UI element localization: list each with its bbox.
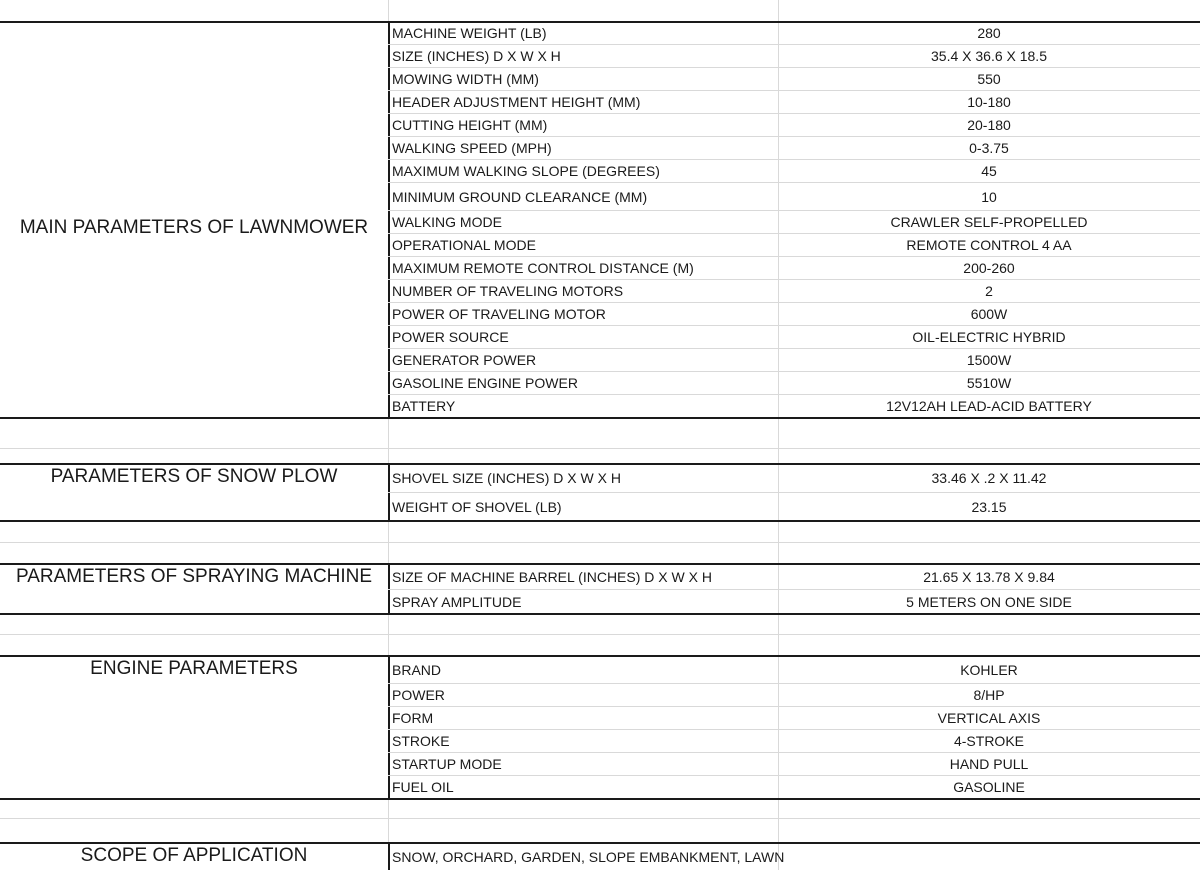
section-title: PARAMETERS OF SNOW PLOW — [50, 466, 338, 487]
row-gridline — [0, 542, 1200, 543]
spec-label: STROKE — [392, 733, 450, 749]
spec-row — [0, 707, 1200, 730]
section-divider — [388, 843, 390, 870]
section-title: ENGINE PARAMETERS — [90, 658, 298, 679]
spec-row — [0, 91, 1200, 114]
spec-row — [0, 68, 1200, 91]
spec-row — [0, 160, 1200, 183]
spec-row — [0, 183, 1200, 211]
spec-label: SIZE OF MACHINE BARREL (INCHES) D X W X H — [392, 568, 712, 585]
spec-value: 1500W — [966, 352, 1012, 368]
spec-row — [0, 137, 1200, 160]
spec-value: GASOLINE — [953, 779, 1025, 795]
spec-row — [0, 730, 1200, 753]
spec-value: 35.4 X 36.6 X 18.5 — [931, 48, 1047, 64]
spec-row — [0, 776, 1200, 799]
spec-label: POWER SOURCE — [392, 329, 509, 345]
spec-row — [0, 753, 1200, 776]
section-title: SCOPE OF APPLICATION — [80, 845, 308, 866]
spec-label: SIZE (INCHES) D X W X H — [392, 48, 561, 64]
spec-value: 45 — [981, 163, 997, 179]
spec-label: MACHINE WEIGHT (LB) — [392, 25, 547, 41]
row-gridline — [0, 818, 1200, 819]
spec-label: GASOLINE ENGINE POWER — [392, 375, 578, 391]
spec-label: HEADER ADJUSTMENT HEIGHT (MM) — [392, 94, 641, 110]
spec-value: OIL-ELECTRIC HYBRID — [912, 329, 1066, 345]
row-gridline — [0, 634, 1200, 635]
section-title: MAIN PARAMETERS OF LAWNMOWER — [19, 217, 369, 238]
section-title: PARAMETERS OF SPRAYING MACHINE — [15, 566, 373, 587]
spec-row — [0, 114, 1200, 137]
spec-row — [0, 45, 1200, 68]
spec-row — [0, 464, 1200, 493]
spec-row — [0, 564, 1200, 590]
spec-value: 200-260 — [963, 260, 1015, 276]
spec-value: 5510W — [966, 375, 1012, 391]
spec-value: CRAWLER SELF-PROPELLED — [890, 214, 1088, 230]
spec-label: SPRAY AMPLITUDE — [392, 593, 522, 610]
spec-label: POWER OF TRAVELING MOTOR — [392, 306, 606, 322]
spec-value: 8/HP — [973, 687, 1005, 703]
scope-value: SNOW, ORCHARD, GARDEN, SLOPE EMBANKMENT, LAWN — [392, 849, 785, 865]
spec-value: VERTICAL AXIS — [937, 710, 1041, 726]
spec-value: REMOTE CONTROL 4 AA — [906, 237, 1072, 253]
spec-label: BRAND — [392, 661, 442, 678]
spec-row — [0, 349, 1200, 372]
spec-row — [0, 257, 1200, 280]
spec-value: 20-180 — [967, 117, 1011, 133]
spec-row — [0, 493, 1200, 521]
spec-value: 600W — [970, 306, 1008, 322]
spec-label: WEIGHT OF SHOVEL (LB) — [392, 498, 562, 515]
spec-label: MAXIMUM WALKING SLOPE (DEGREES) — [392, 163, 660, 179]
spec-row — [0, 395, 1200, 418]
spec-label: BATTERY — [392, 398, 456, 414]
spec-row — [0, 590, 1200, 614]
spec-row — [0, 303, 1200, 326]
spec-label: OPERATIONAL MODE — [392, 237, 536, 253]
spec-value: HAND PULL — [949, 756, 1029, 772]
spec-label: NUMBER OF TRAVELING MOTORS — [392, 283, 624, 299]
spec-label: POWER — [392, 687, 445, 703]
spec-value: 2 — [985, 283, 993, 299]
spec-row — [0, 234, 1200, 257]
spec-row — [0, 684, 1200, 707]
spec-row — [0, 656, 1200, 684]
spec-value: 33.46 X .2 X 11.42 — [931, 470, 1047, 486]
row-gridline — [0, 448, 1200, 449]
spec-label: CUTTING HEIGHT (MM) — [392, 117, 548, 133]
spec-value: 21.65 X 13.78 X 9.84 — [923, 568, 1055, 585]
spec-label: MOWING WIDTH (MM) — [392, 71, 539, 87]
spec-value: 23.15 — [971, 498, 1007, 515]
spec-label: STARTUP MODE — [392, 756, 502, 772]
section-top-border — [0, 842, 1200, 844]
spec-label: WALKING MODE — [392, 214, 502, 230]
spec-label: SHOVEL SIZE (INCHES) D X W X H — [392, 470, 621, 486]
spec-value: 550 — [977, 71, 1001, 87]
spec-value: 0-3.75 — [969, 140, 1009, 156]
spec-row — [0, 22, 1200, 45]
spec-row — [0, 211, 1200, 234]
spec-label: FUEL OIL — [392, 779, 454, 795]
spec-value: 280 — [977, 25, 1001, 41]
spec-row — [0, 280, 1200, 303]
spec-value: KOHLER — [960, 661, 1018, 678]
spec-value: 10 — [981, 188, 997, 205]
spec-label: MAXIMUM REMOTE CONTROL DISTANCE (M) — [392, 260, 694, 276]
spec-value: 10-180 — [967, 94, 1011, 110]
spec-value: 4-STROKE — [953, 733, 1024, 749]
spec-value: 12V12AH LEAD-ACID BATTERY — [886, 398, 1092, 414]
spec-value: 5 METERS ON ONE SIDE — [906, 593, 1072, 610]
spec-label: FORM — [392, 710, 434, 726]
spec-label: GENERATOR POWER — [392, 352, 537, 368]
spec-row — [0, 372, 1200, 395]
spec-row — [0, 326, 1200, 349]
spec-label: WALKING SPEED (MPH) — [392, 140, 552, 156]
spec-label: MINIMUM GROUND CLEARANCE (MM) — [392, 188, 648, 205]
